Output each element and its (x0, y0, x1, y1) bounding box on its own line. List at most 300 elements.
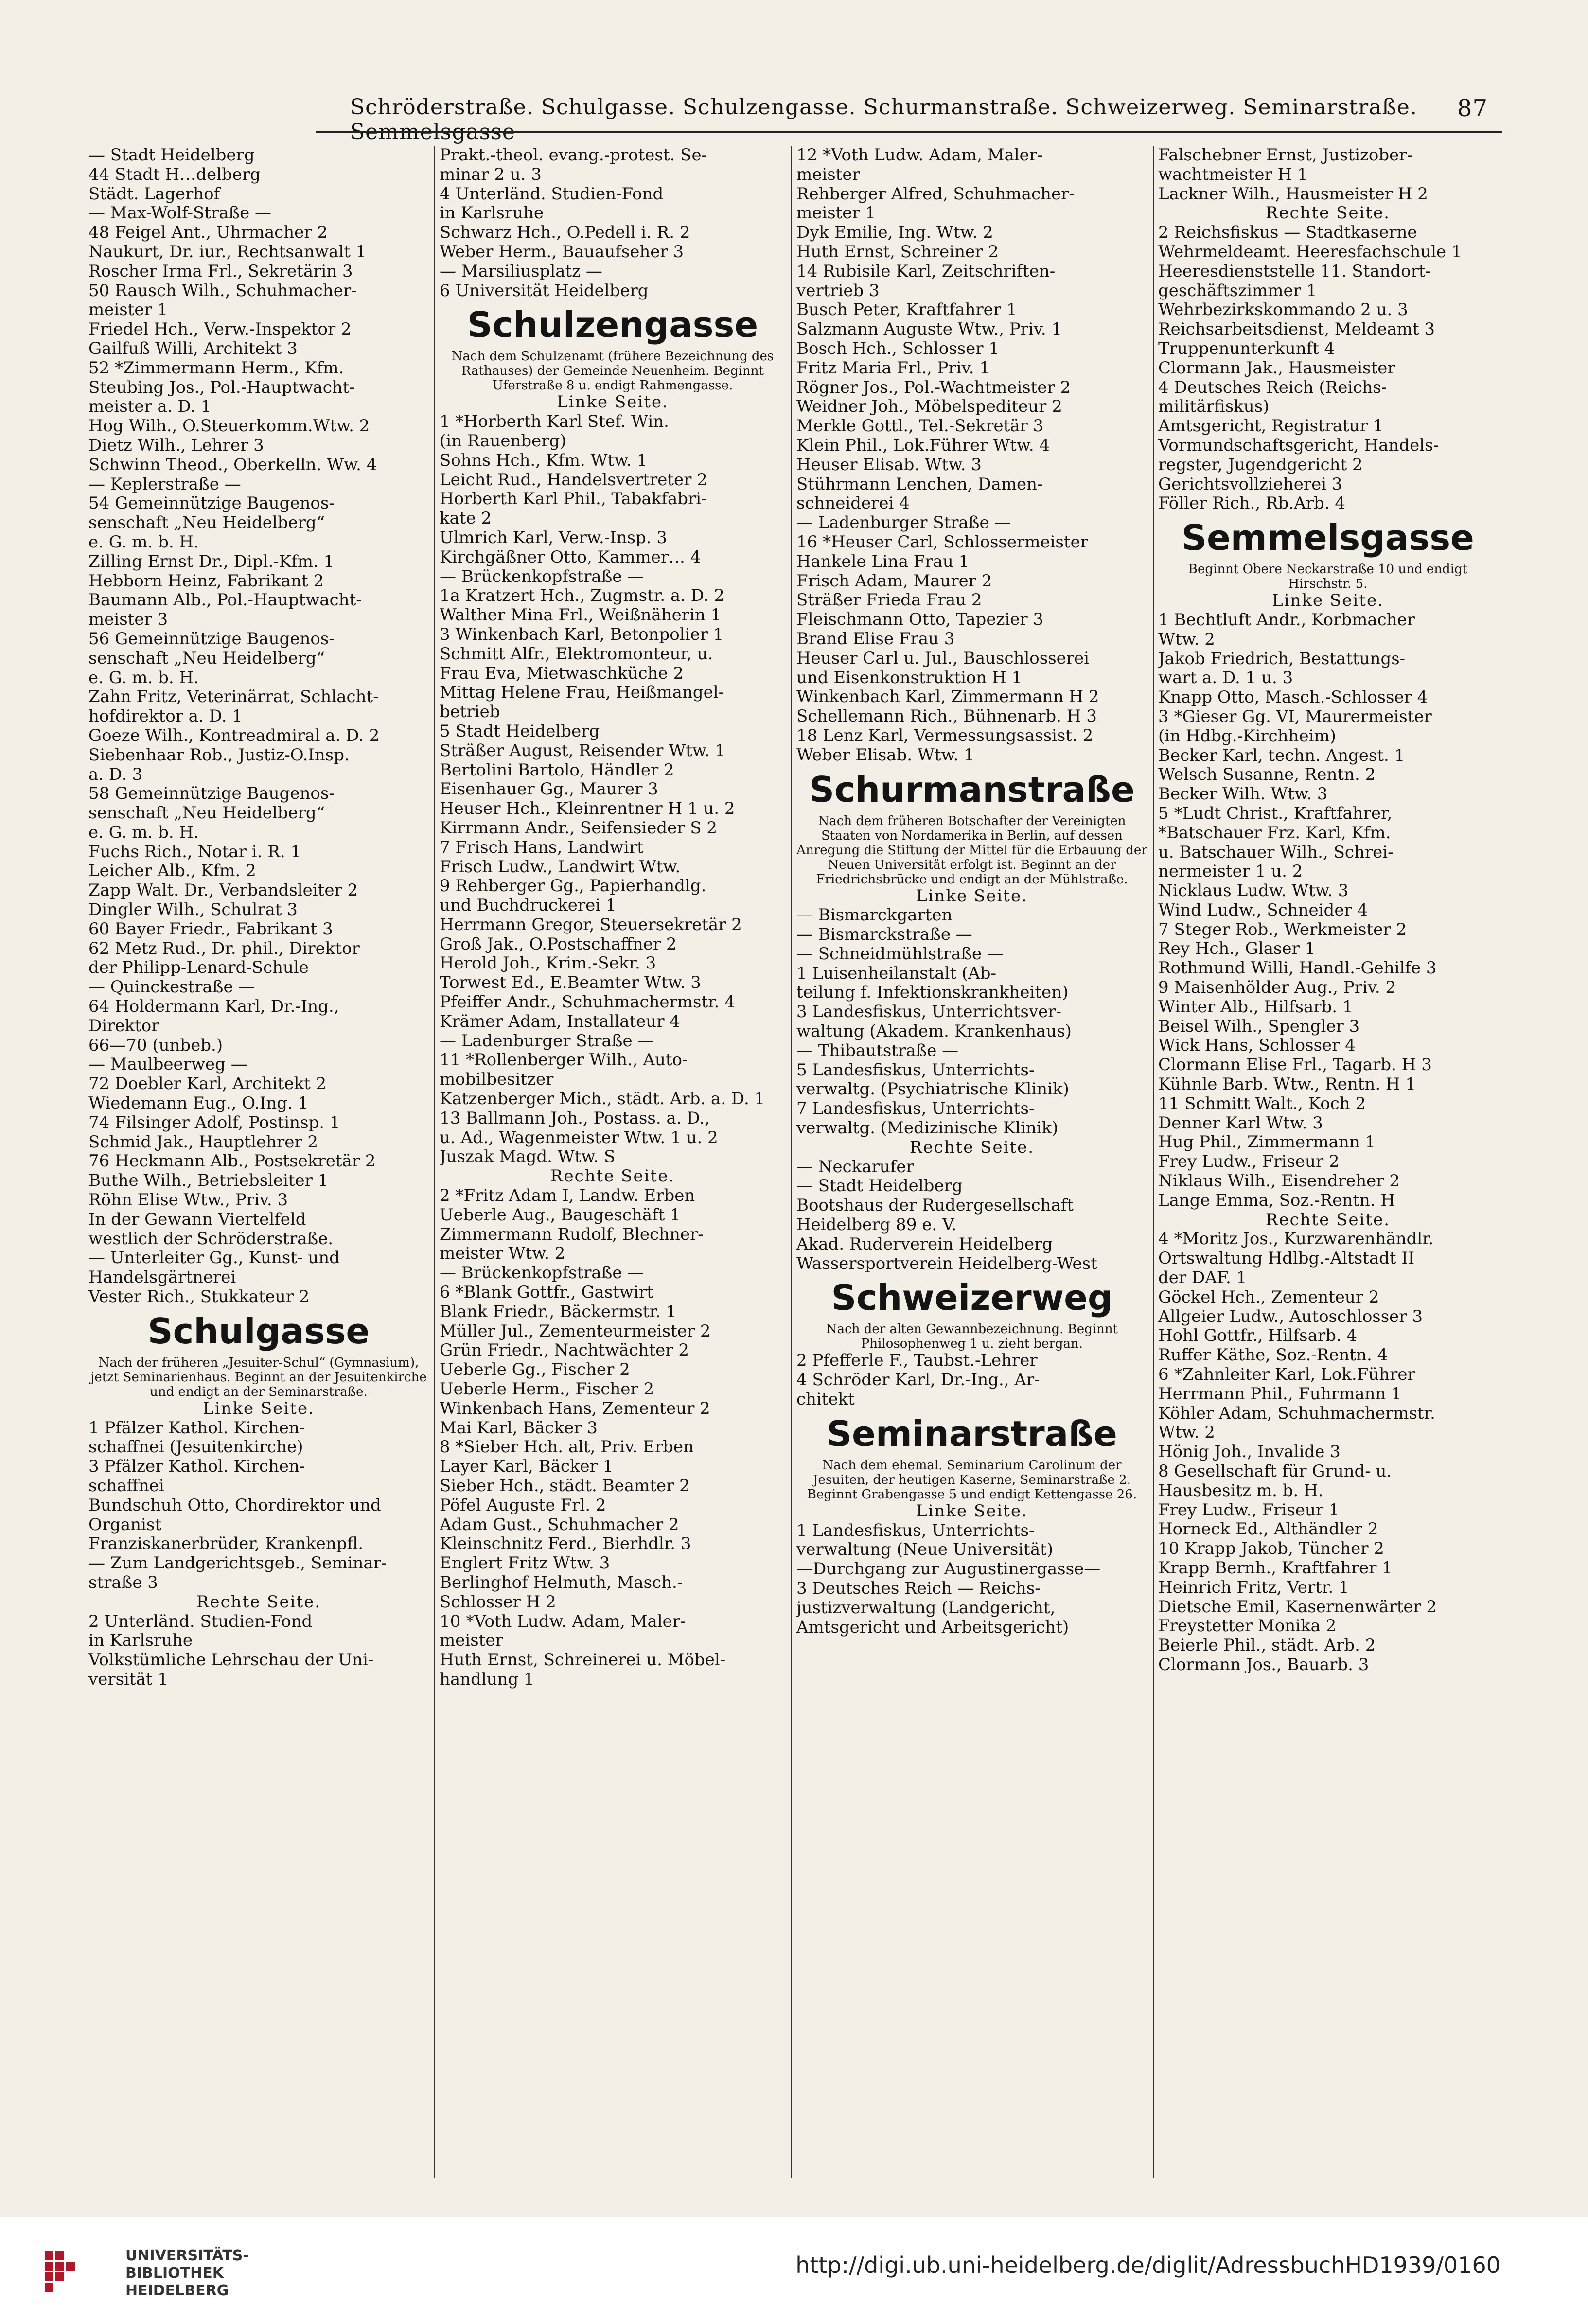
entry-line: (in Hdbg.-Kirchheim) (1158, 726, 1336, 746)
entry-line: Huth Ernst, Schreiner 2 (796, 242, 999, 262)
entry-line: Goeze Wilh., Kontreadmiral a. D. 2 (88, 726, 380, 745)
entry-line: Baumann Alb., Pol.-Hauptwacht- (88, 591, 362, 610)
entry-line: Ruffer Käthe, Soz.-Rentn. 4 (1158, 1346, 1388, 1365)
entry-line: 56 Gemeinnützige Baugenos- (88, 629, 335, 649)
entry-line: Herrmann Phil., Fuhrmann 1 (1158, 1384, 1402, 1404)
entry-line: Bundschuh Otto, Chordirektor und (88, 1496, 381, 1515)
entry-line: Heinrich Fritz, Vertr. 1 (1158, 1578, 1349, 1597)
entry-line: Ueberle Gg., Fischer 2 (440, 1360, 630, 1380)
entry-line: — Keplerstraße — (88, 475, 241, 494)
entry-line: 2 Pfefferle F., Taubst.-Lehrer (796, 1351, 1038, 1371)
entry-line: 5 Landesfiskus, Unterrichts- (796, 1060, 1035, 1080)
entry-line: Katzenberger Mich., städt. Arb. a. D. 1 (440, 1090, 765, 1109)
entry-line: Gailfuß Willi, Architekt 3 (88, 339, 298, 358)
entry-line: Mai Karl, Bäcker 3 (440, 1418, 598, 1438)
entry-line: Horneck Ed., Althändler 2 (1158, 1520, 1378, 1539)
entry-line: Buthe Wilh., Betriebsleiter 1 (88, 1171, 329, 1191)
column-4 (1158, 146, 1498, 2178)
street-heading: Seminarstraße (827, 1413, 1117, 1454)
entry-line: 48 Feigel Ant., Uhrmacher 2 (88, 223, 328, 243)
entry-line: Hog Wilh., O.Steuerkomm.Wtw. 2 (88, 417, 370, 436)
page-header (311, 90, 1502, 144)
entry-line: Kleinschnitz Ferd., Bierhdlr. 3 (440, 1534, 691, 1554)
entry-line: Adam Gust., Schuhmacher 2 (440, 1515, 679, 1534)
entry-line: Friedel Hch., Verw.-Inspektor 2 (88, 320, 352, 339)
entry-line: Winkenbach Hans, Zementeur 2 (440, 1399, 710, 1418)
entry-line: westlich der Schröderstraße. (88, 1229, 334, 1249)
entry-line: 18 Lenz Karl, Vermessungsassist. 2 (796, 726, 1094, 745)
entry-line: Dyk Emilie, Ing. Wtw. 2 (796, 223, 993, 243)
entry-line: Schmitt Alfr., Elektromonteur, u. (440, 644, 713, 664)
entry-line: Zahn Fritz, Veterinärrat, Schlacht- (88, 687, 379, 707)
entry-line: 5 Stadt Heidelberg (440, 722, 600, 741)
entry-line: — Brückenkopfstraße — (440, 1264, 644, 1283)
street-note: Beginnt Obere Neckarstraße 10 und endigt Hirschstr. 5. (1188, 562, 1468, 592)
entry-line: Sieber Hch., städt. Beamter 2 (440, 1477, 690, 1496)
entry-line: Frisch Ludw., Landwirt Wtw. (440, 857, 681, 877)
entry-line: 11 *Rollenberger Wilh., Auto- (440, 1051, 688, 1070)
side-heading: Linke Seite. (916, 1501, 1028, 1521)
column-divider (1153, 146, 1154, 2178)
entry-line: Organist (88, 1515, 162, 1534)
entry-line: schaffnei (Jesuitenkirche) (88, 1438, 303, 1457)
street-note: Nach der alten Gewannbezeichnung. Beginnt Philosophenweg 1 u. zieht bergan. (826, 1322, 1118, 1352)
entry-line: Rey Hch., Glaser 1 (1158, 939, 1316, 959)
side-heading: Linke Seite. (203, 1399, 315, 1418)
column-2 (440, 146, 786, 2178)
entry-line: 1a Kratzert Hch., Zugmstr. a. D. 2 (440, 586, 725, 606)
entry-line: 44 Stadt H…delberg (88, 165, 261, 184)
entry-line: Wick Hans, Schlosser 4 (1158, 1036, 1356, 1056)
entry-line: 50 Rausch Wilh., Schuhmacher- (88, 281, 357, 300)
entry-line: minar 2 u. 3 (440, 165, 542, 184)
entry-line: Reichsarbeitsdienst, Meldeamt 3 (1158, 320, 1435, 339)
entry-line: Merkle Gottl., Tel.-Sekretär 3 (796, 417, 1044, 436)
source-url-link[interactable]: http://digi.ub.uni-heidelberg.de/diglit/AdressbuchHD1939/0160 (795, 2252, 1500, 2278)
entry-line: schaffnei (88, 1477, 164, 1496)
entry-line: — Neckarufer (796, 1157, 914, 1177)
entry-line: — Stadt Heidelberg (796, 1177, 963, 1196)
entry-line: 66—70 (unbeb.) (88, 1036, 223, 1055)
entry-line: 74 Filsinger Adolf, Postinsp. 1 (88, 1113, 340, 1132)
entry-line: Siebenhaar Rob., Justiz-O.Insp. (88, 745, 350, 765)
entry-line: Schmid Jak., Hauptlehrer 2 (88, 1132, 318, 1152)
entry-line: u. Batschauer Wilh., Schrei- (1158, 843, 1394, 862)
entry-line: Wtw. 2 (1158, 1423, 1215, 1443)
entry-line: Heidelberg 89 e. V. (796, 1215, 957, 1235)
side-heading: Rechte Seite. (1265, 204, 1391, 223)
entry-line: Rehberger Alfred, Schuhmacher- (796, 184, 1075, 204)
entry-line: *Batschauer Frz. Karl, Kfm. (1158, 823, 1391, 843)
entry-line: Vormundschaftsgericht, Handels- (1158, 436, 1439, 455)
entry-line: 64 Holdermann Karl, Dr.-Ing., (88, 997, 339, 1017)
entry-line: kate 2 (440, 509, 492, 528)
entry-line: Hönig Joh., Invalide 3 (1158, 1443, 1341, 1462)
entry-line: Kirrmann Andr., Seifensieder S 2 (440, 818, 718, 838)
street-note: Nach dem früheren Botschafter der Vereinigten Staaten von Nordamerika in Berlin, auf dessen Anregung die Stiftung der Mittel für die Erbauung der Neuen Universität erfolgt ist. Beginnt an der Friedrichsbrücke und endigt an der Mühlstraße. (796, 813, 1147, 887)
entry-line: Walther Mina Frl., Weißnäherin 1 (440, 606, 722, 625)
entry-line: — Unterleiter Gg., Kunst- und (88, 1249, 340, 1268)
entry-line: — Bismarckstraße — (796, 925, 972, 945)
entry-line: Allgeier Ludw., Autoschlosser 3 (1158, 1307, 1423, 1326)
entry-line: militärfiskus) (1158, 397, 1270, 417)
street-heading: Schweizerweg (831, 1277, 1113, 1319)
column-1 (88, 146, 429, 2178)
entry-line: Schwinn Theod., Oberkelln. Ww. 4 (88, 455, 377, 475)
entry-line: 10 *Voth Ludw. Adam, Maler- (440, 1612, 686, 1631)
entry-line: Wehrmeldeamt. Heeresfachschule 1 (1158, 242, 1462, 262)
entry-line: — Marsiliusplatz — (440, 262, 602, 281)
entry-line: Huth Ernst, Schreinerei u. Möbel- (440, 1651, 726, 1670)
entry-line: Franziskanerbrüder, Krankenpfl. (88, 1534, 364, 1554)
entry-line: Heeresdienststelle 11. Standort- (1158, 262, 1431, 281)
entry-line: 6 Universität Heidelberg (440, 281, 649, 300)
entry-line: meister (440, 1631, 503, 1651)
entry-line: 4 Schröder Karl, Dr.-Ing., Ar- (796, 1371, 1040, 1390)
institution-name (125, 2247, 249, 2300)
entry-line: Frau Eva, Mietwaschküche 2 (440, 664, 684, 683)
entry-line: Pöfel Auguste Frl. 2 (440, 1496, 606, 1515)
entry-line: 3 Deutsches Reich — Reichs- (796, 1579, 1041, 1599)
entry-line: Amtsgericht, Registratur 1 (1158, 417, 1384, 436)
entry-line: e. G. m. b. H. (88, 823, 199, 842)
entry-line: Hausbesitz m. b. H. (1158, 1481, 1323, 1500)
entry-line: wachtmeister H 1 (1158, 165, 1308, 184)
column-divider (791, 146, 792, 2178)
entry-line: senschaft „Neu Heidelberg“ (88, 513, 325, 533)
entry-line: 3 Landesfiskus, Unterrichtsver- (796, 1003, 1062, 1022)
entry-line: Ortswaltung Hdlbg.-Altstadt II (1158, 1249, 1415, 1268)
entry-line: Fleischmann Otto, Tapezier 3 (796, 610, 1044, 630)
entry-line: 6 *Zahnleiter Karl, Lok.Führer (1158, 1365, 1415, 1385)
entry-line: Leicher Alb., Kfm. 2 (88, 862, 256, 881)
entry-line: Lange Emma, Soz.-Rentn. H (1158, 1191, 1395, 1210)
entry-line: 2 Unterländ. Studien-Fond (88, 1612, 313, 1631)
entry-line: In der Gewann Viertelfeld (88, 1210, 306, 1229)
entry-line: Roscher Irma Frl., Sekretärin 3 (88, 262, 353, 281)
entry-line: 3 Pfälzer Kathol. Kirchen- (88, 1457, 305, 1477)
entry-line: Gerichtsvollzieherei 3 (1158, 475, 1342, 494)
entry-line: Weber Herm., Bauaufseher 3 (440, 242, 684, 262)
entry-line: Köhler Adam, Schuhmachermstr. (1158, 1404, 1435, 1423)
entry-line: Heuser Carl u. Jul., Bauschlosserei (796, 649, 1090, 668)
entry-line: Berlinghof Helmuth, Masch.- (440, 1573, 683, 1592)
entry-line: hofdirektor a. D. 1 (88, 707, 243, 726)
entry-line: Vester Rich., Stukkateur 2 (88, 1287, 310, 1307)
entry-line: Brand Elise Frau 3 (796, 629, 955, 649)
entry-line: (in Rauenberg) (440, 431, 566, 451)
entry-line: 62 Metz Rud., Dr. phil., Direktor (88, 939, 360, 958)
entry-line: und Eisenkonstruktion H 1 (796, 668, 1023, 687)
street-heading: Schulzengasse (467, 304, 759, 346)
entry-line: Juszak Magd. Wtw. S (440, 1147, 616, 1167)
entry-line: Denner Karl Wtw. 3 (1158, 1113, 1323, 1133)
entry-line: Krämer Adam, Installateur 4 (440, 1012, 680, 1031)
entry-line: 9 Rehberger Gg., Papierhandlg. (440, 877, 706, 896)
institution-line: BIBLIOTHEK (125, 2265, 224, 2282)
entry-line: Wiedemann Eug., O.Ing. 1 (88, 1094, 309, 1113)
entry-line: Zapp Walt. Dr., Verbandsleiter 2 (88, 881, 358, 900)
entry-line: Truppenunterkunft 4 (1158, 339, 1335, 358)
entry-line: — Zum Landgerichtsgeb., Seminar- (88, 1554, 387, 1573)
university-library-logo-icon (45, 2251, 103, 2295)
entry-line: Heuser Hch., Kleinrentner H 1 u. 2 (440, 799, 735, 819)
entry-line: Ulmrich Karl, Verw.-Insp. 3 (440, 528, 668, 547)
side-heading: Linke Seite. (557, 393, 669, 412)
entry-line: Ueberle Herm., Fischer 2 (440, 1380, 654, 1399)
entry-line: Handelsgärtnerei (88, 1268, 236, 1287)
entry-line: Hug Phil., Zimmermann 1 (1158, 1133, 1376, 1152)
entry-line: meister (796, 165, 860, 184)
column-3 (796, 146, 1147, 2178)
entry-line: verwaltung (Neue Universität) (796, 1540, 1054, 1560)
entry-line: Schwarz Hch., O.Pedell i. R. 2 (440, 223, 690, 243)
entry-line: Horberth Karl Phil., Tabakfabri- (440, 490, 707, 509)
entry-line: Herrmann Gregor, Steuersekretär 2 (440, 915, 742, 934)
entry-line: 4 Deutsches Reich (Reichs- (1158, 378, 1387, 397)
entry-line: Layer Karl, Bäcker 1 (440, 1457, 614, 1477)
entry-line: e. G. m. b. H. (88, 668, 199, 687)
entry-line: Beierle Phil., städt. Arb. 2 (1158, 1636, 1376, 1655)
entry-line: 7 Steger Rob., Werkmeister 2 (1158, 920, 1407, 939)
entry-line: Stührmann Lenchen, Damen- (796, 475, 1043, 494)
entry-line: 1 Bechtluft Andr., Korbmacher (1158, 610, 1415, 630)
entry-line: Ueberle Aug., Baugeschäft 1 (440, 1205, 681, 1225)
entry-line: Sohns Hch., Kfm. Wtw. 1 (440, 451, 648, 470)
entry-line: — Thibautstraße — (796, 1041, 959, 1060)
entry-line: — Ladenburger Straße — (440, 1031, 654, 1051)
institution-line: UNIVERSITÄTS- (125, 2247, 249, 2264)
entry-line: Torwest Ed., E.Beamter Wtw. 3 (440, 973, 701, 993)
entry-line: Herold Joh., Krim.-Sekr. 3 (440, 954, 656, 973)
entry-line: Eisenhauer Gg., Maurer 3 (440, 780, 658, 799)
entry-line: Frey Ludw., Friseur 1 (1158, 1500, 1340, 1520)
viewer-footer (0, 2217, 1588, 2324)
entry-line: Mittag Helene Frau, Heißmangel- (440, 683, 724, 703)
entry-line: Bootshaus der Rudergesellschaft (796, 1196, 1074, 1215)
entry-line: Hohl Gottfr., Hilfsarb. 4 (1158, 1326, 1358, 1346)
street-note: Nach dem Schulzenamt (frühere Bezeichnung des Rathauses) der Gemeinde Neuenheim. Beginnt Uferstraße 8 u. endigt Rahmengasse. (451, 349, 774, 393)
entry-line: — Brückenkopfstraße — (440, 567, 644, 586)
entry-line: chitekt (796, 1390, 855, 1409)
entry-line: Niklaus Wilh., Eisendreher 2 (1158, 1172, 1400, 1191)
entry-line: betrieb (440, 703, 500, 722)
entry-line: meister 1 (796, 204, 876, 223)
side-heading: Linke Seite. (916, 886, 1028, 906)
entry-line: Akad. Ruderverein Heidelberg (796, 1234, 1053, 1254)
entry-line: 3 *Gieser Gg. VI, Maurermeister (1158, 707, 1432, 726)
entry-line: 2 Reichsfiskus — Stadtkaserne (1158, 223, 1417, 243)
entry-line: Krapp Bernh., Kraftfahrer 1 (1158, 1558, 1393, 1578)
entry-line: 1 *Horberth Karl Stef. Win. (440, 412, 669, 432)
entry-line: Rögner Jos., Pol.-Wachtmeister 2 (796, 378, 1071, 397)
entry-line: senschaft „Neu Heidelberg“ (88, 649, 325, 668)
entry-line: Grün Friedr., Nachtwächter 2 (440, 1341, 689, 1360)
entry-line: 1 Luisenheilanstalt (Ab- (796, 964, 996, 983)
entry-line: Zilling Ernst Dr., Dipl.-Kfm. 1 (88, 552, 335, 571)
entry-line: 8 *Sieber Hch. alt, Priv. Erben (440, 1438, 694, 1457)
entry-line: Wassersportverein Heidelberg-West (796, 1254, 1097, 1273)
side-heading: Rechte Seite. (909, 1138, 1035, 1157)
entry-line: —Durchgang zur Augustinergasse— (796, 1560, 1101, 1579)
entry-line: Frey Ludw., Friseur 2 (1158, 1152, 1340, 1172)
entry-line: Rothmund Willi, Handl.-Gehilfe 3 (1158, 959, 1437, 978)
entry-line: 1 Landesfiskus, Unterrichts- (796, 1521, 1035, 1540)
entry-line: 11 Schmitt Walt., Koch 2 (1158, 1094, 1366, 1113)
entry-line: Kühnle Barb. Wtw., Rentn. H 1 (1158, 1075, 1416, 1094)
entry-line: der DAF. 1 (1158, 1268, 1247, 1288)
entry-line: meister Wtw. 2 (440, 1244, 565, 1264)
street-note: Nach dem ehemal. Seminarium Carolinum der Jesuiten, der heutigen Kaserne, Seminarstraße 2. Beginnt Grabengasse 5 und endigt Kettengasse 26. (807, 1458, 1137, 1502)
entry-line: Knapp Otto, Masch.-Schlosser 4 (1158, 688, 1428, 707)
entry-line: 72 Doebler Karl, Architekt 2 (88, 1074, 327, 1094)
entry-line: — Ladenburger Straße — (796, 513, 1011, 533)
entry-line: Zimmermann Rudolf, Blechner- (440, 1225, 704, 1244)
entry-line: 4 *Moritz Jos., Kurzwarenhändlr. (1158, 1230, 1434, 1249)
entry-line: Freystetter Monika 2 (1158, 1617, 1337, 1636)
entry-line: nermeister 1 u. 2 (1158, 862, 1303, 881)
entry-line: Leicht Rud., Handelsvertreter 2 (440, 470, 707, 490)
entry-line: mobilbesitzer (440, 1070, 554, 1090)
entry-line: 1 Pfälzer Kathol. Kirchen- (88, 1418, 305, 1438)
header-rule (316, 131, 1502, 133)
entry-line: Prakt.-theol. evang.-protest. Se- (440, 146, 707, 165)
entry-line: — Bismarckgarten (796, 906, 953, 925)
entry-line: Weber Elisab. Wtw. 1 (796, 745, 974, 765)
entry-line: Becker Wilh. Wtw. 3 (1158, 785, 1328, 804)
entry-line: — Quinckestraße — (88, 978, 255, 997)
entry-line: Hankele Lina Frau 1 (796, 552, 970, 571)
entry-line: 60 Bayer Friedr., Fabrikant 3 (88, 919, 333, 939)
entry-line: 13 Ballmann Joh., Postass. a. D., (440, 1109, 710, 1128)
entry-line: 12 *Voth Ludw. Adam, Maler- (796, 146, 1043, 165)
entry-line: 76 Heckmann Alb., Postsekretär 2 (88, 1152, 376, 1171)
entry-line: Hebborn Heinz, Fabrikant 2 (88, 571, 324, 591)
side-heading: Rechte Seite. (1265, 1210, 1391, 1230)
entry-line: meister a. D. 1 (88, 397, 212, 417)
entry-line: 58 Gemeinnützige Baugenos- (88, 784, 335, 804)
entry-line: 14 Rubisile Karl, Zeitschriften- (796, 262, 1056, 281)
entry-line: Volkstümliche Lehrschau der Uni- (88, 1651, 374, 1670)
entry-line: 4 Unterländ. Studien-Fond (440, 184, 664, 204)
entry-line: Englert Fritz Wtw. 3 (440, 1554, 610, 1573)
entry-line: — Max-Wolf-Straße — (88, 204, 272, 223)
entry-line: Clormann Jos., Bauarb. 3 (1158, 1655, 1369, 1674)
entry-line: Kirchgäßner Otto, Kammer… 4 (440, 547, 701, 567)
entry-line: schneiderei 4 (796, 494, 910, 513)
entry-line: senschaft „Neu Heidelberg“ (88, 804, 325, 823)
entry-line: 7 Landesfiskus, Unterrichts- (796, 1099, 1035, 1119)
entry-line: Direktor (88, 1016, 159, 1036)
entry-line: 2 *Fritz Adam I, Landw. Erben (440, 1186, 695, 1206)
entry-line: Pfeiffer Andr., Schuhmachermstr. 4 (440, 993, 735, 1012)
entry-line: Städt. Lagerhof (88, 184, 220, 204)
entry-line: der Philipp-Lenard-Schule (88, 958, 309, 978)
entry-line: 52 *Zimmermann Herm., Kfm. (88, 358, 344, 378)
entry-line: Dietsche Emil, Kasernenwärter 2 (1158, 1597, 1437, 1617)
entry-line: und Buchdruckerei 1 (440, 896, 617, 916)
entry-line: verwaltg. (Medizinische Klinik) (796, 1119, 1059, 1138)
entry-line: Falschebner Ernst, Justizober- (1158, 146, 1412, 165)
entry-line: Winkenbach Karl, Zimmermann H 2 (796, 687, 1099, 707)
entry-line: regster, Jugendgericht 2 (1158, 455, 1363, 475)
entry-line: Busch Peter, Kraftfahrer 1 (796, 300, 1017, 320)
side-heading: Rechte Seite. (550, 1167, 675, 1186)
entry-line: u. Ad., Wagenmeister Wtw. 1 u. 2 (440, 1128, 718, 1147)
entry-line: justizverwaltung (Landgericht, (796, 1598, 1056, 1618)
entry-line: waltung (Akadem. Krankenhaus) (796, 1022, 1072, 1041)
entry-line: Fuchs Rich., Notar i. R. 1 (88, 842, 301, 862)
entry-line: 7 Frisch Hans, Landwirt (440, 838, 644, 857)
entry-line: Wind Ludw., Schneider 4 (1158, 900, 1368, 920)
entry-line: Sträßer Frieda Frau 2 (796, 591, 982, 610)
entry-line: Röhn Elise Wtw., Priv. 3 (88, 1191, 288, 1210)
street-note: Nach der früheren „Jesuiter-Schul“ (Gymnasium), jetzt Seminarienhaus. Beginnt an der Jesuitenkirche und endigt an der Seminarstraße. (90, 1355, 427, 1399)
entry-line: Föller Rich., Rb.Arb. 4 (1158, 494, 1345, 513)
street-heading: Schulgasse (147, 1310, 370, 1352)
entry-line: Becker Karl, techn. Angest. 1 (1158, 746, 1405, 765)
entry-line: Blank Friedr., Bäckermstr. 1 (440, 1302, 677, 1321)
entry-line: Beisel Wilh., Spengler 3 (1158, 1017, 1360, 1036)
entry-line: Sträßer August, Reisender Wtw. 1 (440, 741, 726, 760)
entry-line: e. G. m. b. H. (88, 532, 199, 552)
column-divider (434, 146, 435, 2178)
entry-line: 16 *Heuser Carl, Schlossermeister (796, 532, 1088, 552)
entry-line: Groß Jak., O.Postschaffner 2 (440, 934, 677, 954)
entry-line: — Maulbeerweg — (88, 1055, 247, 1074)
entry-line: teilung f. Infektionskrankheiten) (796, 983, 1069, 1003)
entry-line: Fritz Maria Frl., Priv. 1 (796, 358, 990, 378)
entry-line: Salzmann Auguste Wtw., Priv. 1 (796, 320, 1062, 339)
entry-line: verwaltg. (Psychiatrische Klinik) (796, 1080, 1069, 1099)
entry-line: Dietz Wilh., Lehrer 3 (88, 436, 264, 455)
street-heading: Schurmanstraße (809, 769, 1135, 810)
entry-line: Welsch Susanne, Rentn. 2 (1158, 765, 1376, 785)
entry-line: Frisch Adam, Maurer 2 (796, 571, 992, 591)
entry-line: 6 *Blank Gottfr., Gastwirt (440, 1283, 653, 1303)
entry-line: Schellemann Rich., Bühnenarb. H 3 (796, 707, 1097, 726)
entry-line: Klein Phil., Lok.Führer Wtw. 4 (796, 436, 1050, 455)
entry-line: meister 3 (88, 610, 168, 630)
entry-line: geschäftszimmer 1 (1158, 281, 1317, 300)
entry-line: handlung 1 (440, 1670, 534, 1689)
side-heading: Linke Seite. (1272, 591, 1384, 611)
page-number: 87 (1457, 95, 1488, 122)
entry-line: 8 Gesellschaft für Grund- u. (1158, 1462, 1392, 1481)
entry-line: vertrieb 3 (796, 281, 880, 300)
entry-line: 54 Gemeinnützige Baugenos- (88, 494, 335, 513)
entry-line: Dingler Wilh., Schulrat 3 (88, 900, 298, 920)
entry-line: Weidner Joh., Möbelspediteur 2 (796, 397, 1062, 417)
entry-line: versität 1 (88, 1670, 168, 1689)
entry-line: Wehrbezirkskommando 2 u. 3 (1158, 300, 1408, 320)
entry-line: Nicklaus Ludw. Wtw. 3 (1158, 881, 1349, 901)
entry-line: meister 1 (88, 300, 168, 320)
entry-line: Clormann Elise Frl., Tagarb. H 3 (1158, 1056, 1432, 1075)
entry-line: Müller Jul., Zementeurmeister 2 (440, 1321, 711, 1341)
institution-line: HEIDELBERG (125, 2282, 229, 2299)
running-head: Schröderstraße. Schulgasse. Schulzengasse. Schurmanstraße. Schweizerweg. Seminarstraße. Semmelsgasse (350, 95, 1417, 144)
entry-line: — Schneidmühlstraße — (796, 944, 1004, 964)
entry-line: Naukurt, Dr. iur., Rechtsanwalt 1 (88, 242, 367, 262)
entry-line: in Karlsruhe (440, 204, 544, 223)
entry-line: wart a. D. 1 u. 3 (1158, 669, 1293, 688)
entry-line: Bertolini Bartolo, Händler 2 (440, 760, 674, 780)
entry-line: 3 Winkenbach Karl, Betonpolier 1 (440, 625, 724, 644)
entry-line: Wtw. 2 (1158, 630, 1215, 649)
entry-line: Steubing Jos., Pol.-Hauptwacht- (88, 378, 355, 397)
entry-line: Heuser Elisab. Wtw. 3 (796, 455, 982, 475)
